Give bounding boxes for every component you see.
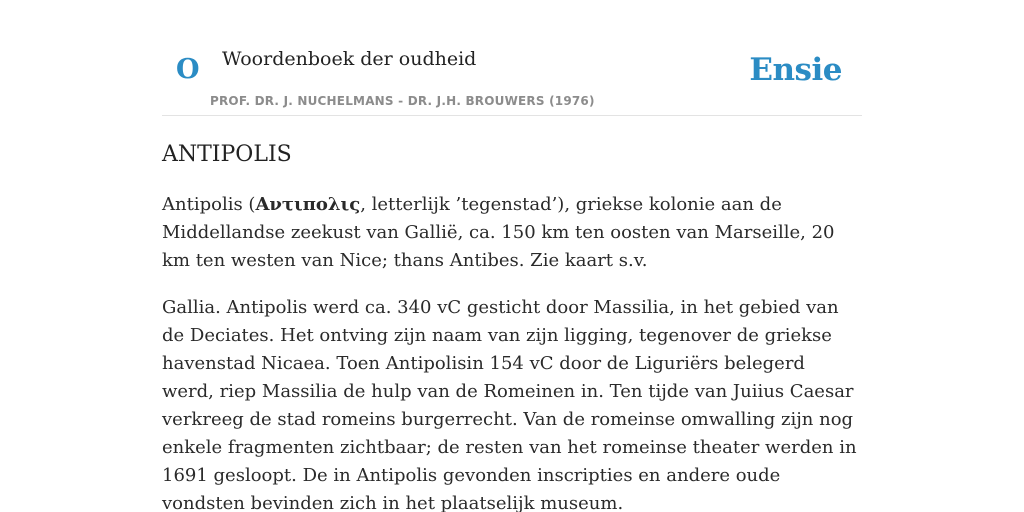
paragraph-1-rest: , letterlijk ’tegenstad’), griekse kolonie aan de Middellandse zeekust van Gallië, ca. 150 km ten oosten van Marseille, 20 km ten westen van Nice; thans Antibes. Zie kaart s.v.: [162, 194, 835, 271]
paragraph-1-start: Antipolis (: [162, 194, 256, 215]
greek-term: Αντιπολις: [255, 194, 361, 215]
ensie-logo[interactable]: Ensie: [749, 52, 842, 88]
article-content: [162, 136, 862, 512]
entry-title: ANTIPOLIS: [162, 142, 292, 167]
letter-index-link[interactable]: O: [176, 54, 200, 85]
book-title[interactable]: Woordenboek der oudheid: [222, 48, 477, 70]
book-header: [162, 0, 862, 116]
book-authors: PROF. DR. J. NUCHELMANS - DR. J.H. BROUWERS (1976): [210, 94, 595, 108]
article-paragraph-1: [162, 191, 862, 275]
article-paragraph-2: Gallia. Antipolis werd ca. 340 vC gesticht door Massilia, in het gebied van de Deciates. Het ontving zijn naam van zijn ligging, tegenover de griekse havenstad Nicaea. Toen Antipolisin 154 vC door de Liguriërs belegerd werd, riep Massilia de hulp van de Romeinen in. Ten tijde van Juiius Caesar verkreeg de stad romeins burgerrecht. Van de romeinse omwalling zijn nog enkele fragmenten zichtbaar; de resten van het romeinse theater werden in 1691 gesloopt. De in Antipolis gevonden inscripties en andere oude vondsten bevinden zich in het plaatselijk museum.: [162, 297, 857, 512]
